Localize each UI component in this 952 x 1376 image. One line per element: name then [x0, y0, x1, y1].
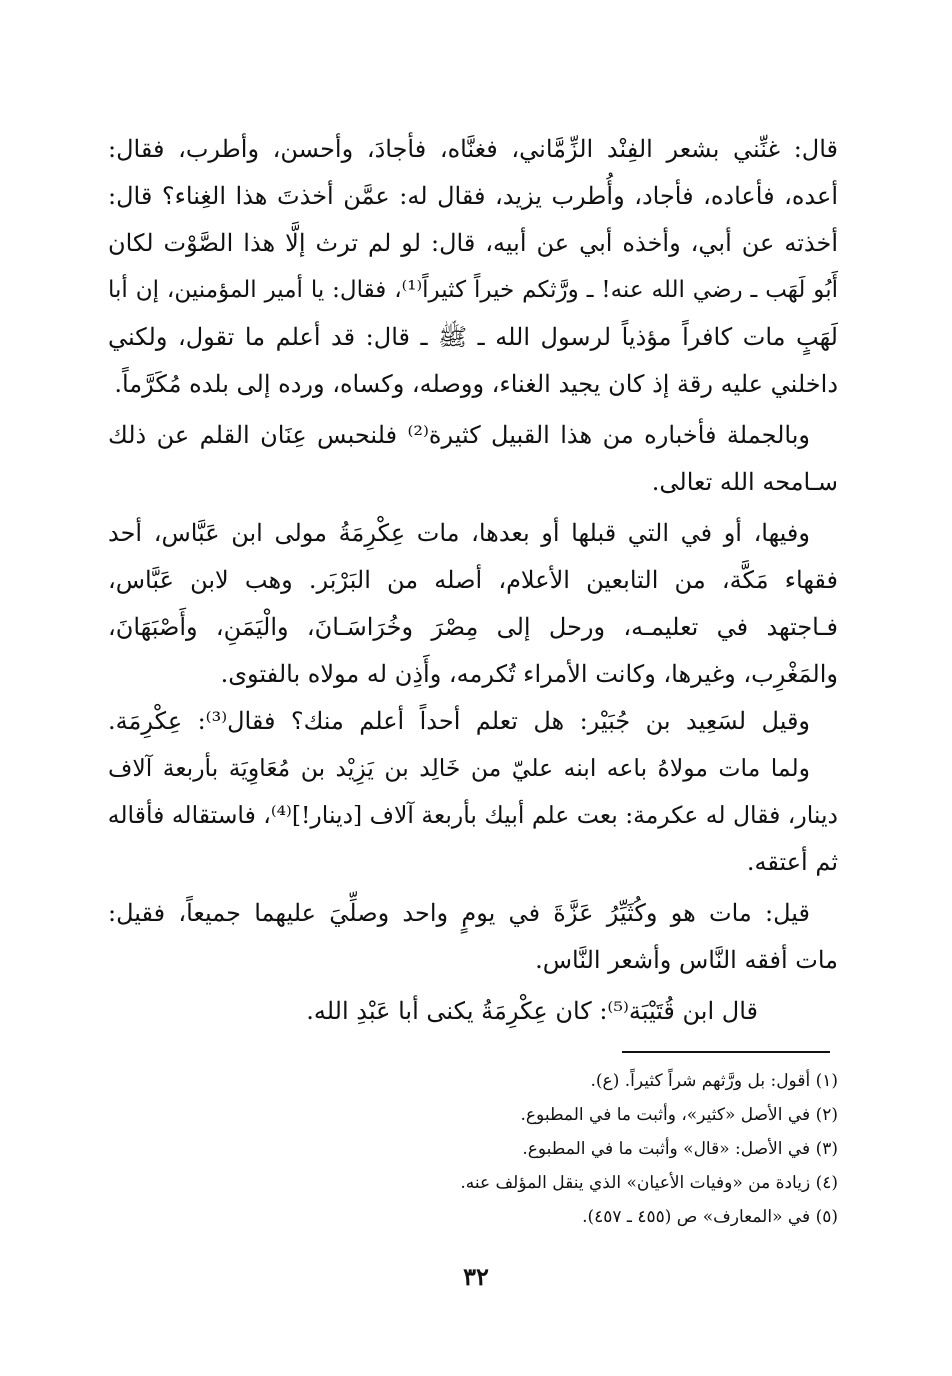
footnote: (٢) في الأصل «كثير»، وأثبت ما في المطبوع.	[520, 1105, 838, 1125]
text-line: قيل: مات هو وكُثَيِّرُ عَزَّةَ في يومٍ واحد وصلِّيَ عليهما جميعاً، فقيل:	[108, 899, 811, 927]
footnote: (٣) في الأصل: «قال» وأثبت ما في المطبوع.	[522, 1139, 838, 1159]
text-line: قال: غنِّني بشعر الفِنْد الزِّمَّاني، فغنَّاه، فأجادَ، وأحسن، وأطرب، فقال:	[108, 135, 838, 163]
text-line: ولما مات مولاهُ باعه ابنه عليّ من خَالِد بن يَزِيْد بن مُعَاوِيَة بأربعة آلاف	[108, 754, 810, 782]
text-line: سـامحه الله تعالى.	[651, 468, 838, 496]
footnotes	[108, 1064, 838, 1234]
page-body	[108, 126, 838, 1035]
text-line: قال ابن قُتَيْبَة⁽⁵⁾: كان عِكْرِمَةُ يكنى أبا عَبْدِ الله.	[306, 997, 758, 1025]
text-line: فقهاء مَكَّة، من التابعين الأعلام، أصله من البَرْبَر. وهب لابن عَبَّاس،	[108, 566, 838, 594]
text-line: لَهَبٍ مات كافراً مؤذياً لرسول الله ـ ﷺ ـ قال: قد أعلم ما تقول، ولكني	[108, 323, 838, 351]
footnote: (٥) في «المعارف» ص (٤٥٥ ـ ٤٥٧).	[582, 1207, 838, 1227]
text-line: دينار، فقال له عكرمة: بعت علم أبيك بأربعة آلاف [دينار!]⁽⁴⁾، فاستقاله فأقاله	[107, 801, 838, 829]
text-line: والمَغْرِب، وغيرها، وكانت الأمراء تُكرمه، وأَذِن له مولاه بالفتوى.	[220, 660, 838, 688]
text-line: أَبُو لَهَب ـ رضي الله عنه! ـ ورَّثكم خيراً كثيراً⁽¹⁾، فقال: يا أمير المؤمنين، إن أبا	[108, 277, 838, 303]
footnote-divider	[622, 1051, 830, 1053]
main-text	[108, 126, 838, 1035]
text-line: فـاجتهد في تعليمـه، ورحل إلى مِصْرَ وخُرَاسَـانَ، والْيَمَنِ، وأَصْبَهَانَ،	[108, 613, 838, 641]
text-line: وفيها، أو في التي قبلها أو بعدها، مات عِكْرِمَةُ مولى ابن عَبَّاس، أحد	[108, 519, 810, 547]
text-line: وقيل لسَعِيد بن جُبَيْر: هل تعلم أحداً أعلم منك؟ فقال⁽³⁾: عِكْرِمَة.	[108, 707, 811, 735]
page-number: ٣٢	[463, 1262, 489, 1291]
text-line: داخلني عليه رقة إذ كان يجيد الغناء، ووصله، وكساه، ورده إلى بلده مُكَرَّماً.	[114, 370, 838, 398]
text-line: ثم أعتقه.	[746, 848, 838, 876]
footnote: (١) أقول: بل ورَّثهم شراً كثيراً. (ع).	[590, 1071, 838, 1091]
text-line: أخذته عن أبي، وأخذه أبي عن أبيه، قال: لو لم ترث إلَّا هذا الصَّوْت لكان	[108, 229, 838, 257]
text-line: مات أفقه النَّاس وأشعر النَّاس.	[535, 946, 838, 974]
footnote: (٤) زيادة من «وفيات الأعيان» الذي ينقل المؤلف عنه.	[460, 1173, 838, 1193]
text-line: أعده، فأعاده، فأجاد، وأُطرب يزيد، فقال له: عمَّن أخذتَ هذا الغِناء؟ قال:	[108, 182, 838, 210]
text-line: وبالجملة فأخباره من هذا القبيل كثيرة⁽²⁾ فلنحبس عِنَان القلم عن ذلك	[108, 421, 810, 449]
